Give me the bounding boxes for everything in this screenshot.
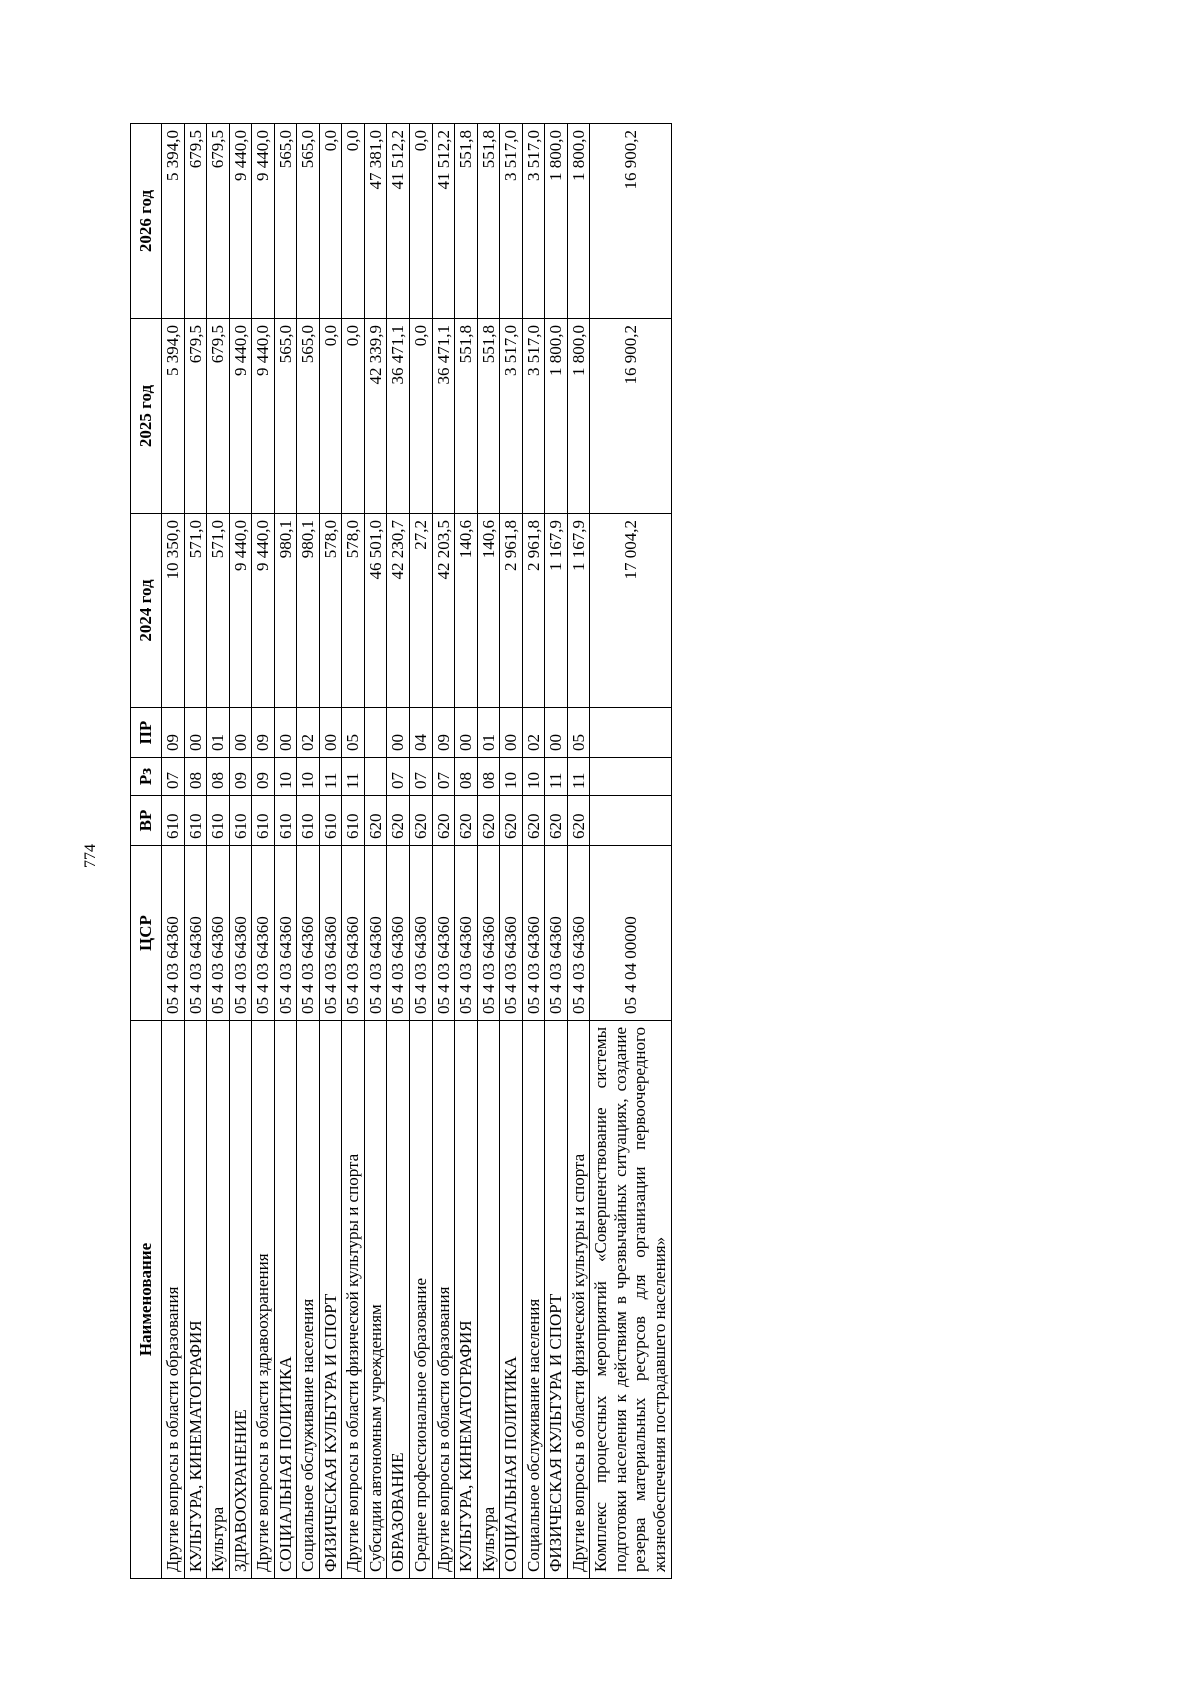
- cell-2024: 10 350,0: [162, 514, 185, 708]
- cell-2026: 47 381,0: [364, 124, 387, 319]
- cell-2025: 0,0: [410, 319, 433, 514]
- cell-2025: 42 339,9: [364, 319, 387, 514]
- cell-name: ФИЗИЧЕСКАЯ КУЛЬТУРА И СПОРТ: [545, 1021, 568, 1579]
- cell-2024: 9 440,0: [229, 514, 252, 708]
- header-vr: ВР: [131, 796, 162, 846]
- cell-2026: 9 440,0: [229, 124, 252, 319]
- cell-csr: 05 4 03 64360: [297, 846, 320, 1021]
- table-row: [364, 124, 387, 1579]
- table-row: [319, 124, 342, 1579]
- cell-2024: 42 203,5: [432, 514, 455, 708]
- cell-vr: [590, 796, 671, 846]
- cell-rz: 08: [477, 758, 500, 796]
- cell-2026: 0,0: [410, 124, 433, 319]
- cell-rz: 11: [545, 758, 568, 796]
- cell-pr: 09: [252, 708, 275, 758]
- cell-2025: 679,5: [207, 319, 230, 514]
- cell-csr: 05 4 03 64360: [500, 846, 523, 1021]
- cell-name: КУЛЬТУРА, КИНЕМАТОГРАФИЯ: [184, 1021, 207, 1579]
- table-row: [500, 124, 523, 1579]
- table-row: [297, 124, 320, 1579]
- cell-2025: 3 517,0: [522, 319, 545, 514]
- cell-2025: 16 900,2: [590, 319, 671, 514]
- cell-csr: 05 4 03 64360: [184, 846, 207, 1021]
- cell-name: Культура: [477, 1021, 500, 1579]
- cell-csr: 05 4 03 64360: [319, 846, 342, 1021]
- cell-csr: 05 4 03 64360: [342, 846, 365, 1021]
- cell-vr: 610: [252, 796, 275, 846]
- table-row: [590, 124, 671, 1579]
- cell-pr: [590, 708, 671, 758]
- cell-rz: 11: [567, 758, 590, 796]
- cell-2025: 551,8: [455, 319, 478, 514]
- cell-name: Другие вопросы в области образования: [162, 1021, 185, 1579]
- cell-csr: 05 4 04 00000: [590, 846, 671, 1021]
- cell-vr: 620: [567, 796, 590, 846]
- cell-vr: 610: [274, 796, 297, 846]
- cell-pr: 00: [455, 708, 478, 758]
- cell-2025: 0,0: [342, 319, 365, 514]
- cell-csr: 05 4 03 64360: [432, 846, 455, 1021]
- cell-2024: 578,0: [319, 514, 342, 708]
- table-row: [432, 124, 455, 1579]
- cell-pr: 05: [567, 708, 590, 758]
- cell-rz: 07: [410, 758, 433, 796]
- cell-vr: 620: [364, 796, 387, 846]
- cell-csr: 05 4 03 64360: [567, 846, 590, 1021]
- cell-vr: 620: [387, 796, 410, 846]
- cell-2025: 36 471,1: [387, 319, 410, 514]
- cell-name: Социальное обслуживание населения: [297, 1021, 320, 1579]
- cell-vr: 610: [342, 796, 365, 846]
- cell-2026: 551,8: [455, 124, 478, 319]
- cell-rz: 08: [184, 758, 207, 796]
- table-row: [522, 124, 545, 1579]
- cell-csr: 05 4 03 64360: [207, 846, 230, 1021]
- table-row: [184, 124, 207, 1579]
- cell-csr: 05 4 03 64360: [252, 846, 275, 1021]
- table-row: [252, 124, 275, 1579]
- header-rz: Рз: [131, 758, 162, 796]
- cell-csr: 05 4 03 64360: [477, 846, 500, 1021]
- cell-2026: 16 900,2: [590, 124, 671, 319]
- cell-2024: 27,2: [410, 514, 433, 708]
- cell-vr: 620: [500, 796, 523, 846]
- cell-2025: 551,8: [477, 319, 500, 514]
- cell-2026: 551,8: [477, 124, 500, 319]
- cell-name: Культура: [207, 1021, 230, 1579]
- cell-csr: 05 4 03 64360: [387, 846, 410, 1021]
- cell-pr: 09: [432, 708, 455, 758]
- cell-vr: 610: [297, 796, 320, 846]
- budget-table: [130, 123, 672, 1579]
- table-row: [545, 124, 568, 1579]
- cell-name: ФИЗИЧЕСКАЯ КУЛЬТУРА И СПОРТ: [319, 1021, 342, 1579]
- cell-2024: 980,1: [274, 514, 297, 708]
- cell-2024: 980,1: [297, 514, 320, 708]
- cell-2024: 1 167,9: [545, 514, 568, 708]
- cell-vr: 620: [545, 796, 568, 846]
- table-row: [229, 124, 252, 1579]
- header-csr: ЦСР: [131, 846, 162, 1021]
- cell-2026: 1 800,0: [545, 124, 568, 319]
- cell-pr: 00: [319, 708, 342, 758]
- cell-2025: 565,0: [274, 319, 297, 514]
- cell-2024: 140,6: [477, 514, 500, 708]
- cell-pr: 02: [522, 708, 545, 758]
- table-row: [207, 124, 230, 1579]
- cell-vr: 620: [410, 796, 433, 846]
- cell-2025: 36 471,1: [432, 319, 455, 514]
- cell-2025: 1 800,0: [567, 319, 590, 514]
- cell-rz: [590, 758, 671, 796]
- cell-csr: 05 4 03 64360: [162, 846, 185, 1021]
- cell-2024: 571,0: [207, 514, 230, 708]
- cell-2026: 9 440,0: [252, 124, 275, 319]
- cell-rz: 10: [500, 758, 523, 796]
- cell-rz: 10: [274, 758, 297, 796]
- cell-name: ОБРАЗОВАНИЕ: [387, 1021, 410, 1579]
- cell-rz: 11: [342, 758, 365, 796]
- cell-name: Другие вопросы в области физической культуры и спорта: [342, 1021, 365, 1579]
- table-row: [387, 124, 410, 1579]
- cell-2024: 17 004,2: [590, 514, 671, 708]
- cell-2025: 679,5: [184, 319, 207, 514]
- cell-2025: 5 394,0: [162, 319, 185, 514]
- cell-2025: 565,0: [297, 319, 320, 514]
- cell-csr: 05 4 03 64360: [364, 846, 387, 1021]
- cell-pr: 00: [274, 708, 297, 758]
- cell-csr: 05 4 03 64360: [522, 846, 545, 1021]
- cell-pr: 05: [342, 708, 365, 758]
- cell-name: Другие вопросы в области физической культуры и спорта: [567, 1021, 590, 1579]
- page-number: 774: [82, 844, 99, 868]
- cell-2024: 46 501,0: [364, 514, 387, 708]
- cell-pr: 00: [229, 708, 252, 758]
- cell-2024: 571,0: [184, 514, 207, 708]
- cell-2024: 2 961,8: [500, 514, 523, 708]
- cell-2026: 3 517,0: [522, 124, 545, 319]
- table-row: [162, 124, 185, 1579]
- cell-rz: 10: [297, 758, 320, 796]
- cell-2026: 679,5: [184, 124, 207, 319]
- table-row: [274, 124, 297, 1579]
- cell-rz: 07: [387, 758, 410, 796]
- cell-2026: 679,5: [207, 124, 230, 319]
- cell-2025: 9 440,0: [252, 319, 275, 514]
- cell-rz: 10: [522, 758, 545, 796]
- cell-2026: 41 512,2: [432, 124, 455, 319]
- cell-2026: 565,0: [297, 124, 320, 319]
- cell-2024: 578,0: [342, 514, 365, 708]
- cell-csr: 05 4 03 64360: [545, 846, 568, 1021]
- table-row: [455, 124, 478, 1579]
- table-row: [410, 124, 433, 1579]
- cell-vr: 620: [455, 796, 478, 846]
- cell-2025: 3 517,0: [500, 319, 523, 514]
- cell-vr: 620: [432, 796, 455, 846]
- table-row: [567, 124, 590, 1579]
- cell-vr: 620: [477, 796, 500, 846]
- cell-name: Комплекс процессных мероприятий «Совершенствование системы подготовки населения к действиям в чрезвычайных ситуациях, создание резерва материальных ресурсов для организации первоочередного жизнеобеспечения пострадавшего населения»: [590, 1021, 671, 1579]
- cell-name: Среднее профессиональное образование: [410, 1021, 433, 1579]
- cell-rz: [364, 758, 387, 796]
- cell-csr: 05 4 03 64360: [274, 846, 297, 1021]
- cell-csr: 05 4 03 64360: [455, 846, 478, 1021]
- cell-vr: 610: [162, 796, 185, 846]
- table-row: [477, 124, 500, 1579]
- cell-2025: 1 800,0: [545, 319, 568, 514]
- cell-name: Другие вопросы в области образования: [432, 1021, 455, 1579]
- cell-pr: 04: [410, 708, 433, 758]
- cell-rz: 11: [319, 758, 342, 796]
- table-header-row: [131, 124, 162, 1579]
- cell-rz: 07: [432, 758, 455, 796]
- cell-pr: 00: [500, 708, 523, 758]
- cell-name: КУЛЬТУРА, КИНЕМАТОГРАФИЯ: [455, 1021, 478, 1579]
- cell-name: СОЦИАЛЬНАЯ ПОЛИТИКА: [500, 1021, 523, 1579]
- cell-pr: 01: [207, 708, 230, 758]
- cell-rz: 09: [229, 758, 252, 796]
- cell-2026: 3 517,0: [500, 124, 523, 319]
- cell-rz: 07: [162, 758, 185, 796]
- cell-2025: 0,0: [319, 319, 342, 514]
- cell-vr: 620: [522, 796, 545, 846]
- header-2026: 2026 год: [131, 124, 162, 319]
- cell-rz: 08: [455, 758, 478, 796]
- header-name: Наименование: [131, 1021, 162, 1579]
- header-2024: 2024 год: [131, 514, 162, 708]
- cell-2025: 9 440,0: [229, 319, 252, 514]
- cell-2024: 42 230,7: [387, 514, 410, 708]
- cell-rz: 09: [252, 758, 275, 796]
- cell-vr: 610: [207, 796, 230, 846]
- cell-2024: 140,6: [455, 514, 478, 708]
- cell-name: Другие вопросы в области здравоохранения: [252, 1021, 275, 1579]
- cell-name: Субсидии автономным учреждениям: [364, 1021, 387, 1579]
- cell-name: ЗДРАВООХРАНЕНИЕ: [229, 1021, 252, 1579]
- cell-2024: 1 167,9: [567, 514, 590, 708]
- header-pr: ПР: [131, 708, 162, 758]
- cell-2026: 0,0: [342, 124, 365, 319]
- cell-csr: 05 4 03 64360: [410, 846, 433, 1021]
- cell-2026: 41 512,2: [387, 124, 410, 319]
- cell-pr: 01: [477, 708, 500, 758]
- cell-csr: 05 4 03 64360: [229, 846, 252, 1021]
- rotated-table-container: [130, 124, 939, 1579]
- cell-2026: 0,0: [319, 124, 342, 319]
- cell-vr: 610: [229, 796, 252, 846]
- cell-pr: 09: [162, 708, 185, 758]
- cell-2026: 1 800,0: [567, 124, 590, 319]
- header-2025: 2025 год: [131, 319, 162, 514]
- cell-vr: 610: [319, 796, 342, 846]
- cell-pr: 02: [297, 708, 320, 758]
- cell-2024: 2 961,8: [522, 514, 545, 708]
- cell-pr: [364, 708, 387, 758]
- cell-2026: 5 394,0: [162, 124, 185, 319]
- cell-rz: 08: [207, 758, 230, 796]
- cell-vr: 610: [184, 796, 207, 846]
- table-row: [342, 124, 365, 1579]
- cell-name: СОЦИАЛЬНАЯ ПОЛИТИКА: [274, 1021, 297, 1579]
- cell-2024: 9 440,0: [252, 514, 275, 708]
- cell-pr: 00: [387, 708, 410, 758]
- cell-pr: 00: [184, 708, 207, 758]
- cell-2026: 565,0: [274, 124, 297, 319]
- cell-pr: 00: [545, 708, 568, 758]
- cell-name: Социальное обслуживание населения: [522, 1021, 545, 1579]
